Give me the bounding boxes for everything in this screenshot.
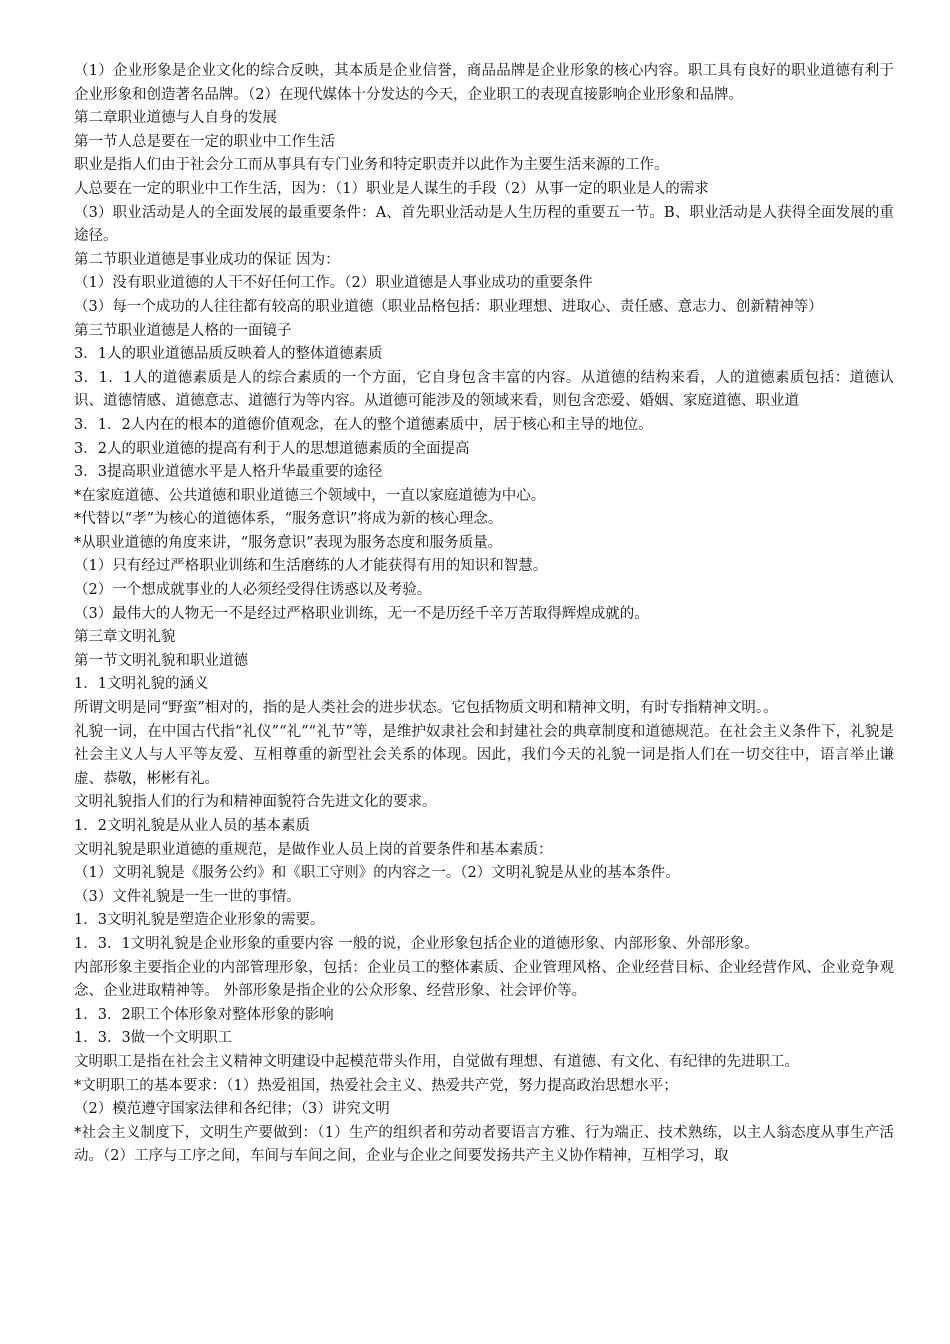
subsection-heading: 3．1人的职业道德品质反映着人的整体道德素质 <box>74 346 383 363</box>
bullet-item: *从职业道德的角度来讲，“服务意识”表现为服务态度和服务质量。 <box>74 534 503 551</box>
list-item: （3）每一个成功的人往往都有较高的职业道德（职业品格包括：职业理想、进取心、责任感、意志力、创新精神等） <box>74 298 823 315</box>
list-item: （3）文件礼貌是一生一世的事情。 <box>74 888 301 905</box>
subsection-heading: 1．1文明礼貌的涵义 <box>74 676 209 693</box>
subsection-heading: 1．3．3做一个文明职工 <box>74 1030 233 1047</box>
section-heading-2-2: 第二节职业道德是事业成功的保证 因为： <box>74 251 340 268</box>
paragraph-reason-3: （3）职业活动是人的全面发展的最重要条件：A、首先职业活动是人生历程的重要五一节。B、职业活动是人获得全面发展的重途径。 <box>74 204 894 245</box>
chapter-heading-3: 第三章文明礼貌 <box>74 629 176 646</box>
subsection-heading: 1．3．2职工个体形象对整体形象的影响 <box>74 1006 334 1023</box>
list-item: （2）模范遵守国家法律和各纪律；（3）讲究文明 <box>74 1101 390 1118</box>
section-heading-2-1: 第一节人总是要在一定的职业中工作生活 <box>74 133 335 150</box>
subsection-heading: 3．1．2人内在的根本的道德价值观念，在人的整个道德素质中，居于核心和主导的地位。 <box>74 416 653 433</box>
subsection-heading: 3．2人的职业道德的提高有利于人的思想道德素质的全面提高 <box>74 440 470 457</box>
paragraph-courtesy: 礼貌一词，在中国古代指“礼仪”“礼”“礼节”等，是维护奴隶社会和封建社会的典章制度和道德规范。在社会主义条件下，礼貌是社会主义人与人平等友爱、互相尊重的新型社会关系的体现。因此，我们今天的礼貌一词是指人们在一切交往中，语言举止谦虚、恭敬，彬彬有礼。 <box>74 723 894 787</box>
paragraph-civility: 文明礼貌指人们的行为和精神面貌符合先进文化的要求。 <box>74 794 437 811</box>
list-item: （1）文明礼貌是《服务公约》和《职工守则》的内容之一。（2）文明礼貌是从业的基本条件。 <box>74 865 680 882</box>
paragraph-basic-quality: 文明礼貌是职业道德的重规范，是做作业人员上岗的首要条件和基本素质： <box>74 841 553 858</box>
paragraph-occupation-definition: 职业是指人们由于社会分工而从事具有专门业务和特定职责并以此作为主要生活来源的工作。 <box>74 157 669 174</box>
document-page <box>74 60 894 1169</box>
paragraph-civil-worker: 文明职工是指在社会主义精神文明建设中起模范带头作用，自觉做有理想、有道德、有文化、有纪律的先进职工。 <box>74 1053 799 1070</box>
bullet-item: *文明职工的基本要求：（1）热爱祖国，热爱社会主义、热爱共产党，努力提高政治思想水平； <box>74 1077 678 1094</box>
bullet-item: *在家庭道德、公共道德和职业道德三个领域中，一直以家庭道德为中心。 <box>74 487 546 504</box>
paragraph-enterprise-image-content: 1．3．1文明礼貌是企业形象的重要内容 一般的说，企业形象包括企业的道德形象、内部形象、外部形象。 <box>74 935 759 952</box>
subsection-heading: 1．3文明礼貌是塑造企业形象的需要。 <box>74 912 325 929</box>
list-item: （1）没有职业道德的人干不好任何工作。（2）职业道德是人事业成功的重要条件 <box>74 275 593 292</box>
paragraph-enterprise-image: （1）企业形象是企业文化的综合反映，其本质是企业信誉，商品品牌是企业形象的核心内容。职工具有良好的职业道德有利于企业形象和创造著名品牌。（2）在现代媒体十分发达的今天，企业职工的表现直接影响企业形象和品牌。 <box>74 63 894 103</box>
list-item: （1）只有经过严格职业训练和生活磨练的人才能获得有用的知识和智慧。 <box>74 558 548 575</box>
bullet-item: *代替以“孝”为核心的道德体系，“服务意识”将成为新的核心理念。 <box>74 511 503 528</box>
bullet-item: *社会主义制度下，文明生产要做到：（1）生产的组织者和劳动者要语言方雅、行为端正、技术熟练，以主人翁态度从事生产活动。（2）工序与工序之间，车间与车间之间，企业与企业之间要发扬共产主义协作精神，互相学习，取 <box>74 1124 894 1165</box>
list-item: （2）一个想成就事业的人必须经受得住诱惑以及考验。 <box>74 582 432 599</box>
chapter-heading-2: 第二章职业道德与人自身的发展 <box>74 110 277 127</box>
paragraph-internal-image: 内部形象主要指企业的内部管理形象，包括：企业员工的整体素质、企业管理风格、企业经营目标、企业经营作风、企业竞争观念、企业进取精神等。 外部形象是指企业的公众形象、经营形象、社会评价等。 <box>74 959 894 1000</box>
subsection-heading: 3．3提高职业道德水平是人格升华最重要的途径 <box>74 464 383 481</box>
subsection-heading: 1．2文明礼貌是从业人员的基本素质 <box>74 818 310 834</box>
paragraph-civilization: 所谓文明是同“野蛮”相对的，指的是人类社会的进步状态。它包括物质文明和精神文明，有时专指精神文明。。 <box>74 700 778 717</box>
list-item: （3）最伟大的人物无一不是经过严格职业训练，无一不是历经千辛万苦取得辉煌成就的。 <box>74 605 649 622</box>
paragraph-reasons: 人总要在一定的职业中工作生活，因为：（1）职业是人谋生的手段（2）从事一定的职业是人的需求 <box>74 180 709 197</box>
section-heading-2-3: 第三节职业道德是人格的一面镜子 <box>74 322 292 339</box>
section-heading-3-1: 第一节文明礼貌和职业道德 <box>74 652 248 669</box>
paragraph-moral-quality: 3．1．1人的道德素质是人的综合素质的一个方面，它自身包含丰富的内容。从道德的结构来看，人的道德素质包括：道德认识、道德情感、道德意志、道德行为等内容。从道德可能涉及的领域来看，则包含恋爱、婚姻、家庭道德、职业道 <box>74 369 894 410</box>
